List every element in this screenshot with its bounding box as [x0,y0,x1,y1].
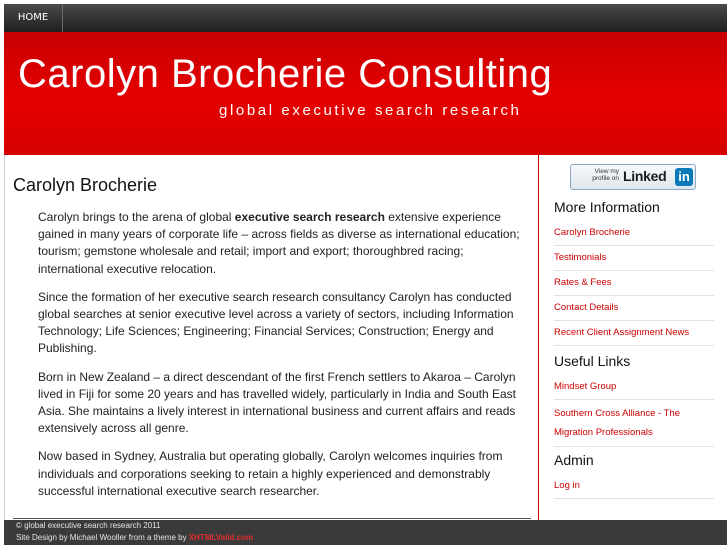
sidebar-link-carolyn-brocherie[interactable]: Carolyn Brocherie [554,227,631,238]
site-tagline: global executive search research [219,102,522,119]
page-title: Carolyn Brocherie [13,175,158,195]
site-title: Carolyn Brocherie Consulting [18,52,553,96]
footer-credits-text: Site Design by Michael Wooller from a theme by [16,533,189,542]
sidebar-link-southern-cross[interactable]: Southern Cross Alliance - The Migration Professionals [554,408,681,438]
list-item [554,271,714,296]
sidebar-link-log-in[interactable]: Log in [554,480,580,491]
footer-copyright: © global executive search research 2011 [16,521,161,530]
sidebar-link-contact-details[interactable]: Contact Details [554,302,619,313]
paragraph-intro-bold: executive search research [234,210,385,224]
sidebar-link-mindset-group[interactable]: Mindset Group [554,381,617,392]
sidebar-link-recent-news[interactable]: Recent Client Assignment News [554,327,690,338]
list-item [554,296,714,321]
sidebar [538,155,727,520]
top-nav-bar [4,4,727,32]
linkedin-small-text: View my profile on [592,168,619,182]
list-item [554,400,714,447]
admin-heading: Admin [554,452,594,468]
nav-home-link[interactable]: HOME [4,4,63,32]
paragraph-consultancy: Since the formation of her executive search research consultancy Carolyn has conducted global searches at senior executive level across a variety of sectors, including Information Technology; Life Sciences; Engineering; Financial Services; Construction; Energy and Publishing. [38,289,514,356]
list-item [554,321,714,346]
site-header [4,32,727,155]
useful-links-list [554,375,714,447]
list-item [554,474,714,499]
linkedin-logo-text: Linked [623,168,667,184]
linkedin-in-icon: in [675,168,693,186]
list-item [554,375,714,400]
useful-links-heading: Useful Links [554,353,631,369]
more-information-list [554,221,714,346]
footer-theme-link[interactable]: XHTMLValid.com [188,533,254,542]
sidebar-link-rates-fees[interactable]: Rates & Fees [554,277,612,288]
admin-list [554,474,714,499]
list-item [554,246,714,271]
content-divider [13,518,531,519]
linkedin-profile-button[interactable] [570,164,696,190]
paragraph-intro [38,209,520,278]
sidebar-link-testimonials[interactable]: Testimonials [554,252,607,263]
article-body [38,209,520,511]
more-information-heading: More Information [554,199,660,215]
paragraph-intro-start: Carolyn brings to the arena of global [38,210,235,224]
main-content [4,155,539,520]
list-item [554,221,714,246]
site-footer [4,520,727,545]
paragraph-based: Now based in Sydney, Australia but operating globally, Carolyn welcomes inquiries from individuals and corporations seeking to retain a highly experienced and demonstrably successful international executive search researcher. [38,449,503,498]
footer-credits [16,533,253,542]
paragraph-intro-end: extensive experience gained in many years of corporate life – across fields as diverse as international education; tourism; gemstone wholesale and retail; import and export; thoroughbred racing; international executive relocation. [38,210,520,276]
paragraph-background: Born in New Zealand – a direct descendant of the first French settlers to Akaroa – Carolyn lived in Fiji for some 20 years and has travelled widely, particularly in India and South East Asia. She maintains a lively interest in international business and current affairs and reads extensively across all genre. [38,369,517,436]
